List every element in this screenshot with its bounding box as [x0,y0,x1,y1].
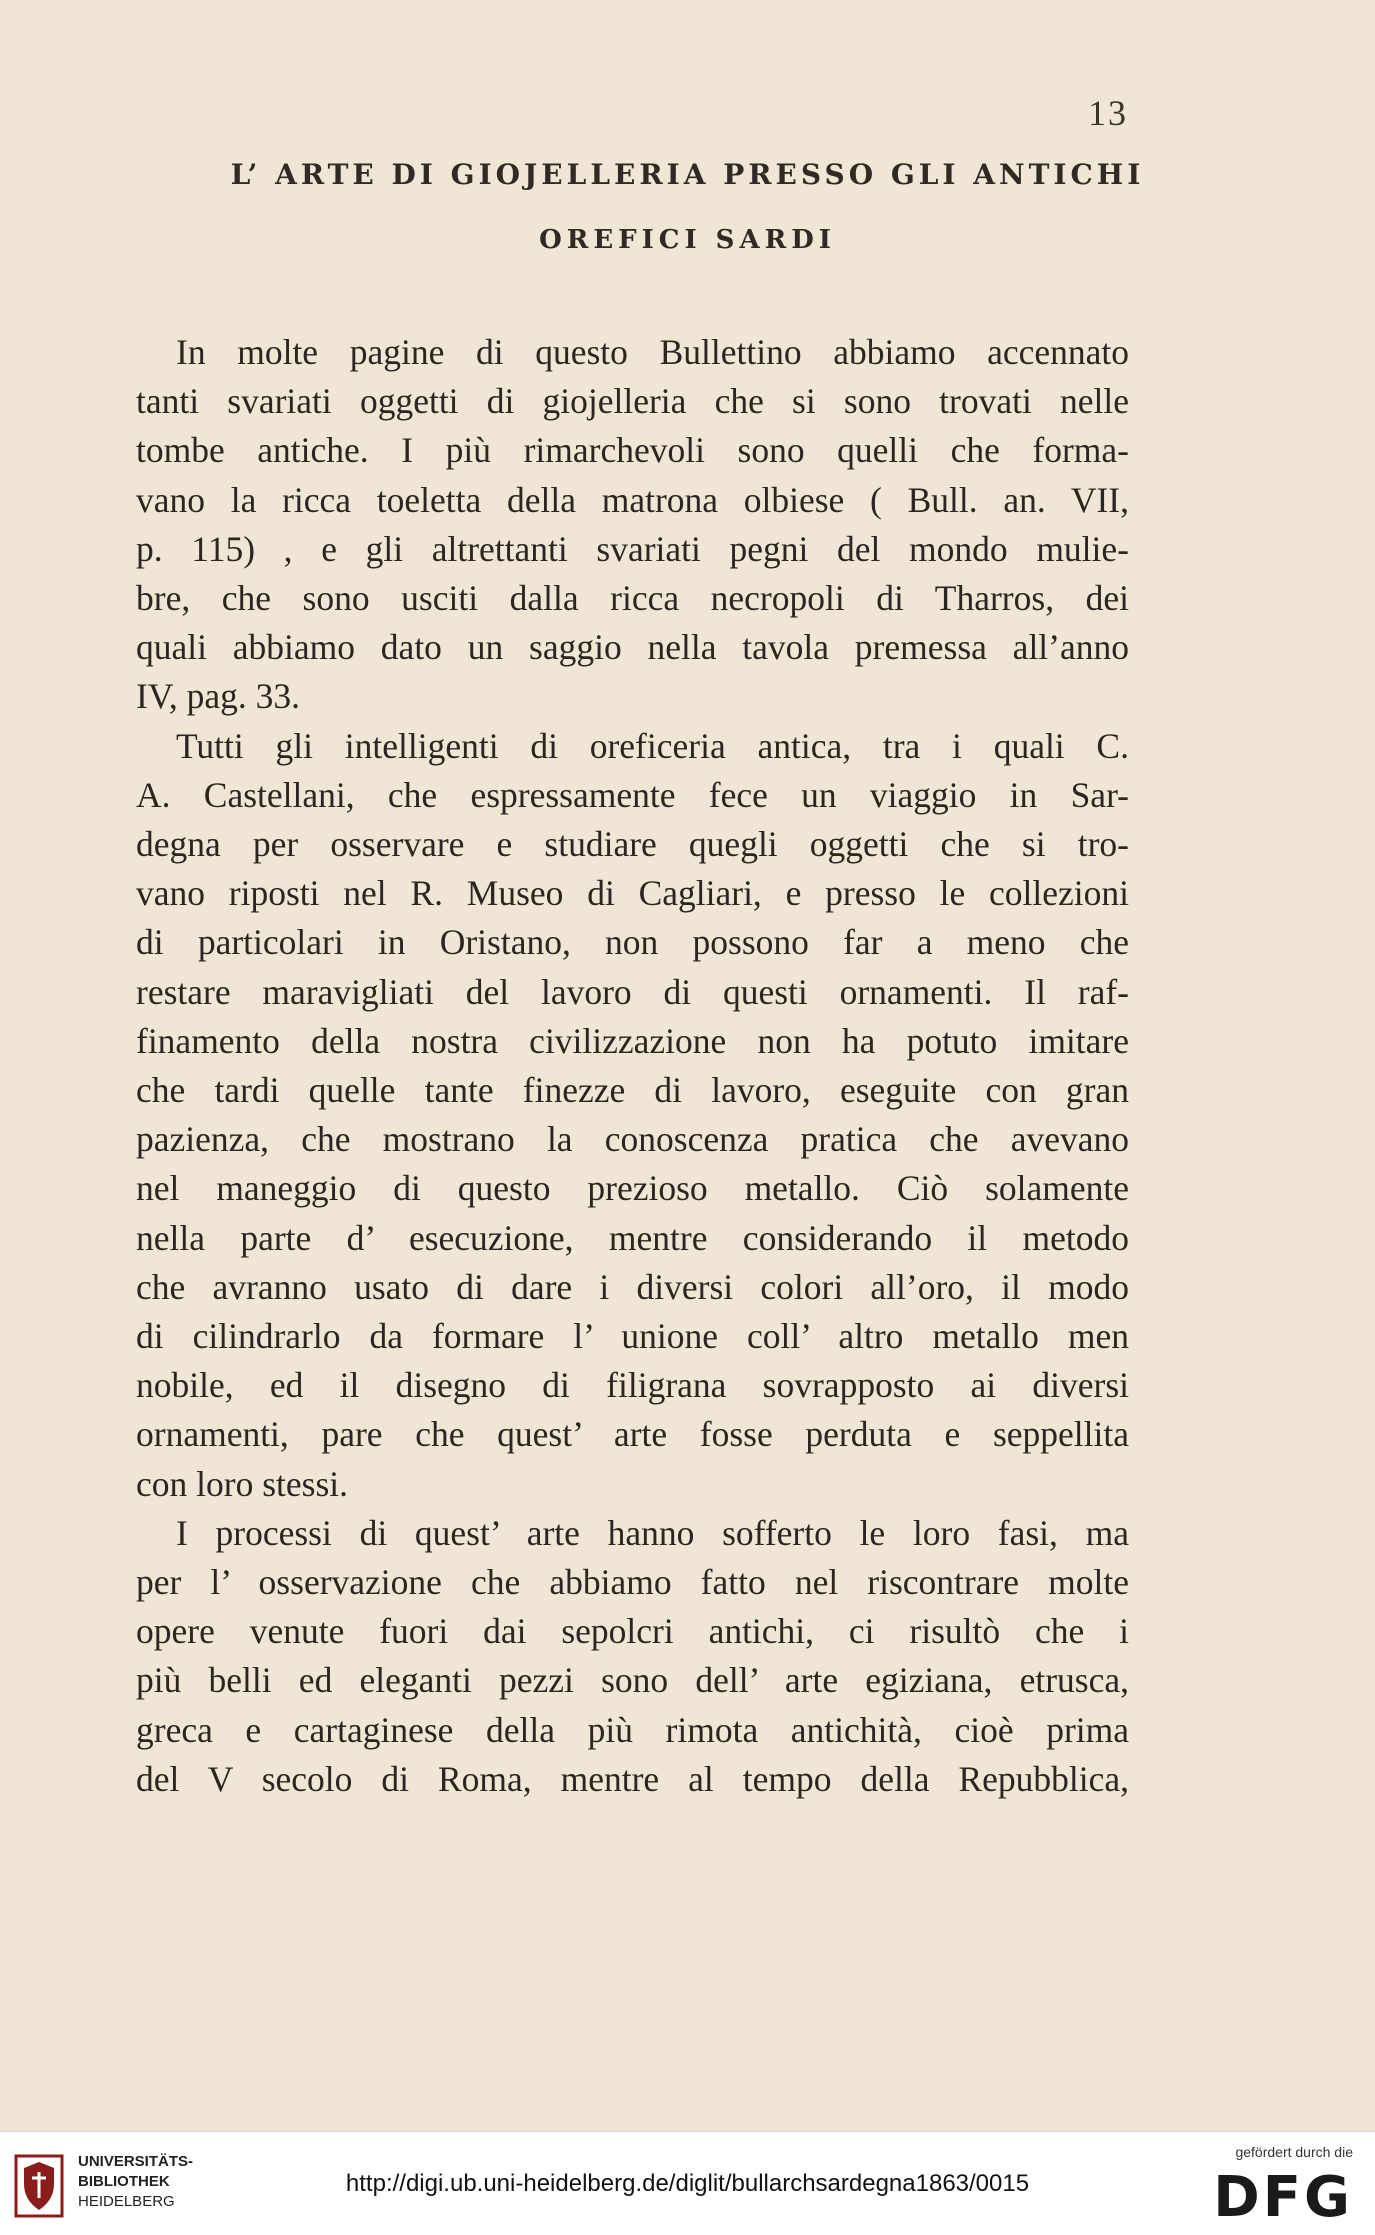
footer-bar [0,2131,1375,2235]
text-line: A. Castellani, che espressamente fece un viaggio in Sar- [136,774,1129,815]
text-line: tombe antiche. I più rimarchevoli sono quelli che forma- [136,430,1129,471]
page-subtitle: OREFICI SARDI [539,225,836,255]
library-name-line: UNIVERSITÄTS- [78,2153,194,2170]
page-title: L’ ARTE DI GIOJELLERIA PRESSO GLI ANTICHI [230,158,1145,191]
text-line: più belli ed eleganti pezzi sono dell’ arte egiziana, etrusca, [136,1660,1129,1701]
text-line: opere venute fuori dai sepolcri antichi, ci risultò che i [136,1611,1129,1652]
text-line: vano la ricca toeletta della matrona olbiese ( Bull. an. VII, [136,479,1129,520]
paragraph-3 [136,1509,1129,1804]
text-line: con loro stessi. [136,1463,348,1504]
library-name-line: HEIDELBERG [78,2193,175,2210]
text-line: nel maneggio di questo prezioso metallo. Ciò solamente [136,1168,1129,1209]
text-line: che tardi quelle tante finezze di lavoro, eseguite con gran [136,1070,1129,1111]
text-line: vano riposti nel R. Museo di Cagliari, e presso le collezioni [136,873,1129,914]
text-line: In molte pagine di questo Bullettino abbiamo accennato [176,332,1129,372]
page-number: 13 [1088,93,1128,133]
text-line: per l’ osservazione che abbiamo fatto nel riscontrare molte [136,1562,1129,1603]
text-line: di cilindrarlo da formare l’ unione coll’ altro metallo men [136,1316,1129,1357]
text-line: restare maravigliati del lavoro di questi ornamenti. Il raf- [136,971,1129,1012]
body-text [136,328,1129,1804]
text-line: bre, che sono usciti dalla ricca necropoli di Tharros, dei [136,578,1129,619]
text-line: p. 115) , e gli altrettanti svariati pegni del mondo mulie- [136,528,1129,569]
paragraph-2 [136,722,1129,1509]
source-url-link[interactable]: http://digi.ub.uni-heidelberg.de/diglit/bullarchsardegna1863/0015 [345,2170,1030,2197]
text-line: nella parte d’ esecuzione, mentre considerando il metodo [136,1217,1129,1258]
text-line: tanti svariati oggetti di giojelleria che si sono trovati nelle [136,381,1129,422]
text-line: del V secolo di Roma, mentre al tempo della Repubblica, [136,1758,1129,1799]
text-line: che avranno usato di dare i diversi colori all’oro, il modo [136,1266,1129,1307]
paragraph-1 [136,328,1129,722]
library-name-line: BIBLIOTHEK [78,2173,170,2190]
text-line: quali abbiamo dato un saggio nella tavola premessa all’anno [136,627,1129,668]
text-line: Tutti gli intelligenti di oreficeria antica, tra i quali C. [176,725,1129,766]
text-line: I processi di quest’ arte hanno sofferto le loro fasi, ma [176,1512,1129,1553]
text-line: degna per osservare e studiare quegli oggetti che si tro- [136,824,1129,865]
text-line: nobile, ed il disegno di filigrana sovrapposto ai diversi [136,1365,1129,1406]
text-line: greca e cartaginese della più rimota antichità, cioè prima [136,1709,1129,1750]
funding-label: gefördert durch die [1235,2144,1353,2160]
text-line: di particolari in Oristano, non possono far a meno che [136,922,1129,963]
dfg-logo-icon: DFG [1213,2165,1353,2230]
text-line: pazienza, che mostrano la conoscenza pratica che avevano [136,1119,1129,1160]
text-line: IV, pag. 33. [136,676,301,717]
text-line: finamento della nostra civilizzazione non ha potuto imitare [136,1020,1129,1061]
text-line: ornamenti, pare che quest’ arte fosse perduta e seppellita [136,1414,1129,1455]
